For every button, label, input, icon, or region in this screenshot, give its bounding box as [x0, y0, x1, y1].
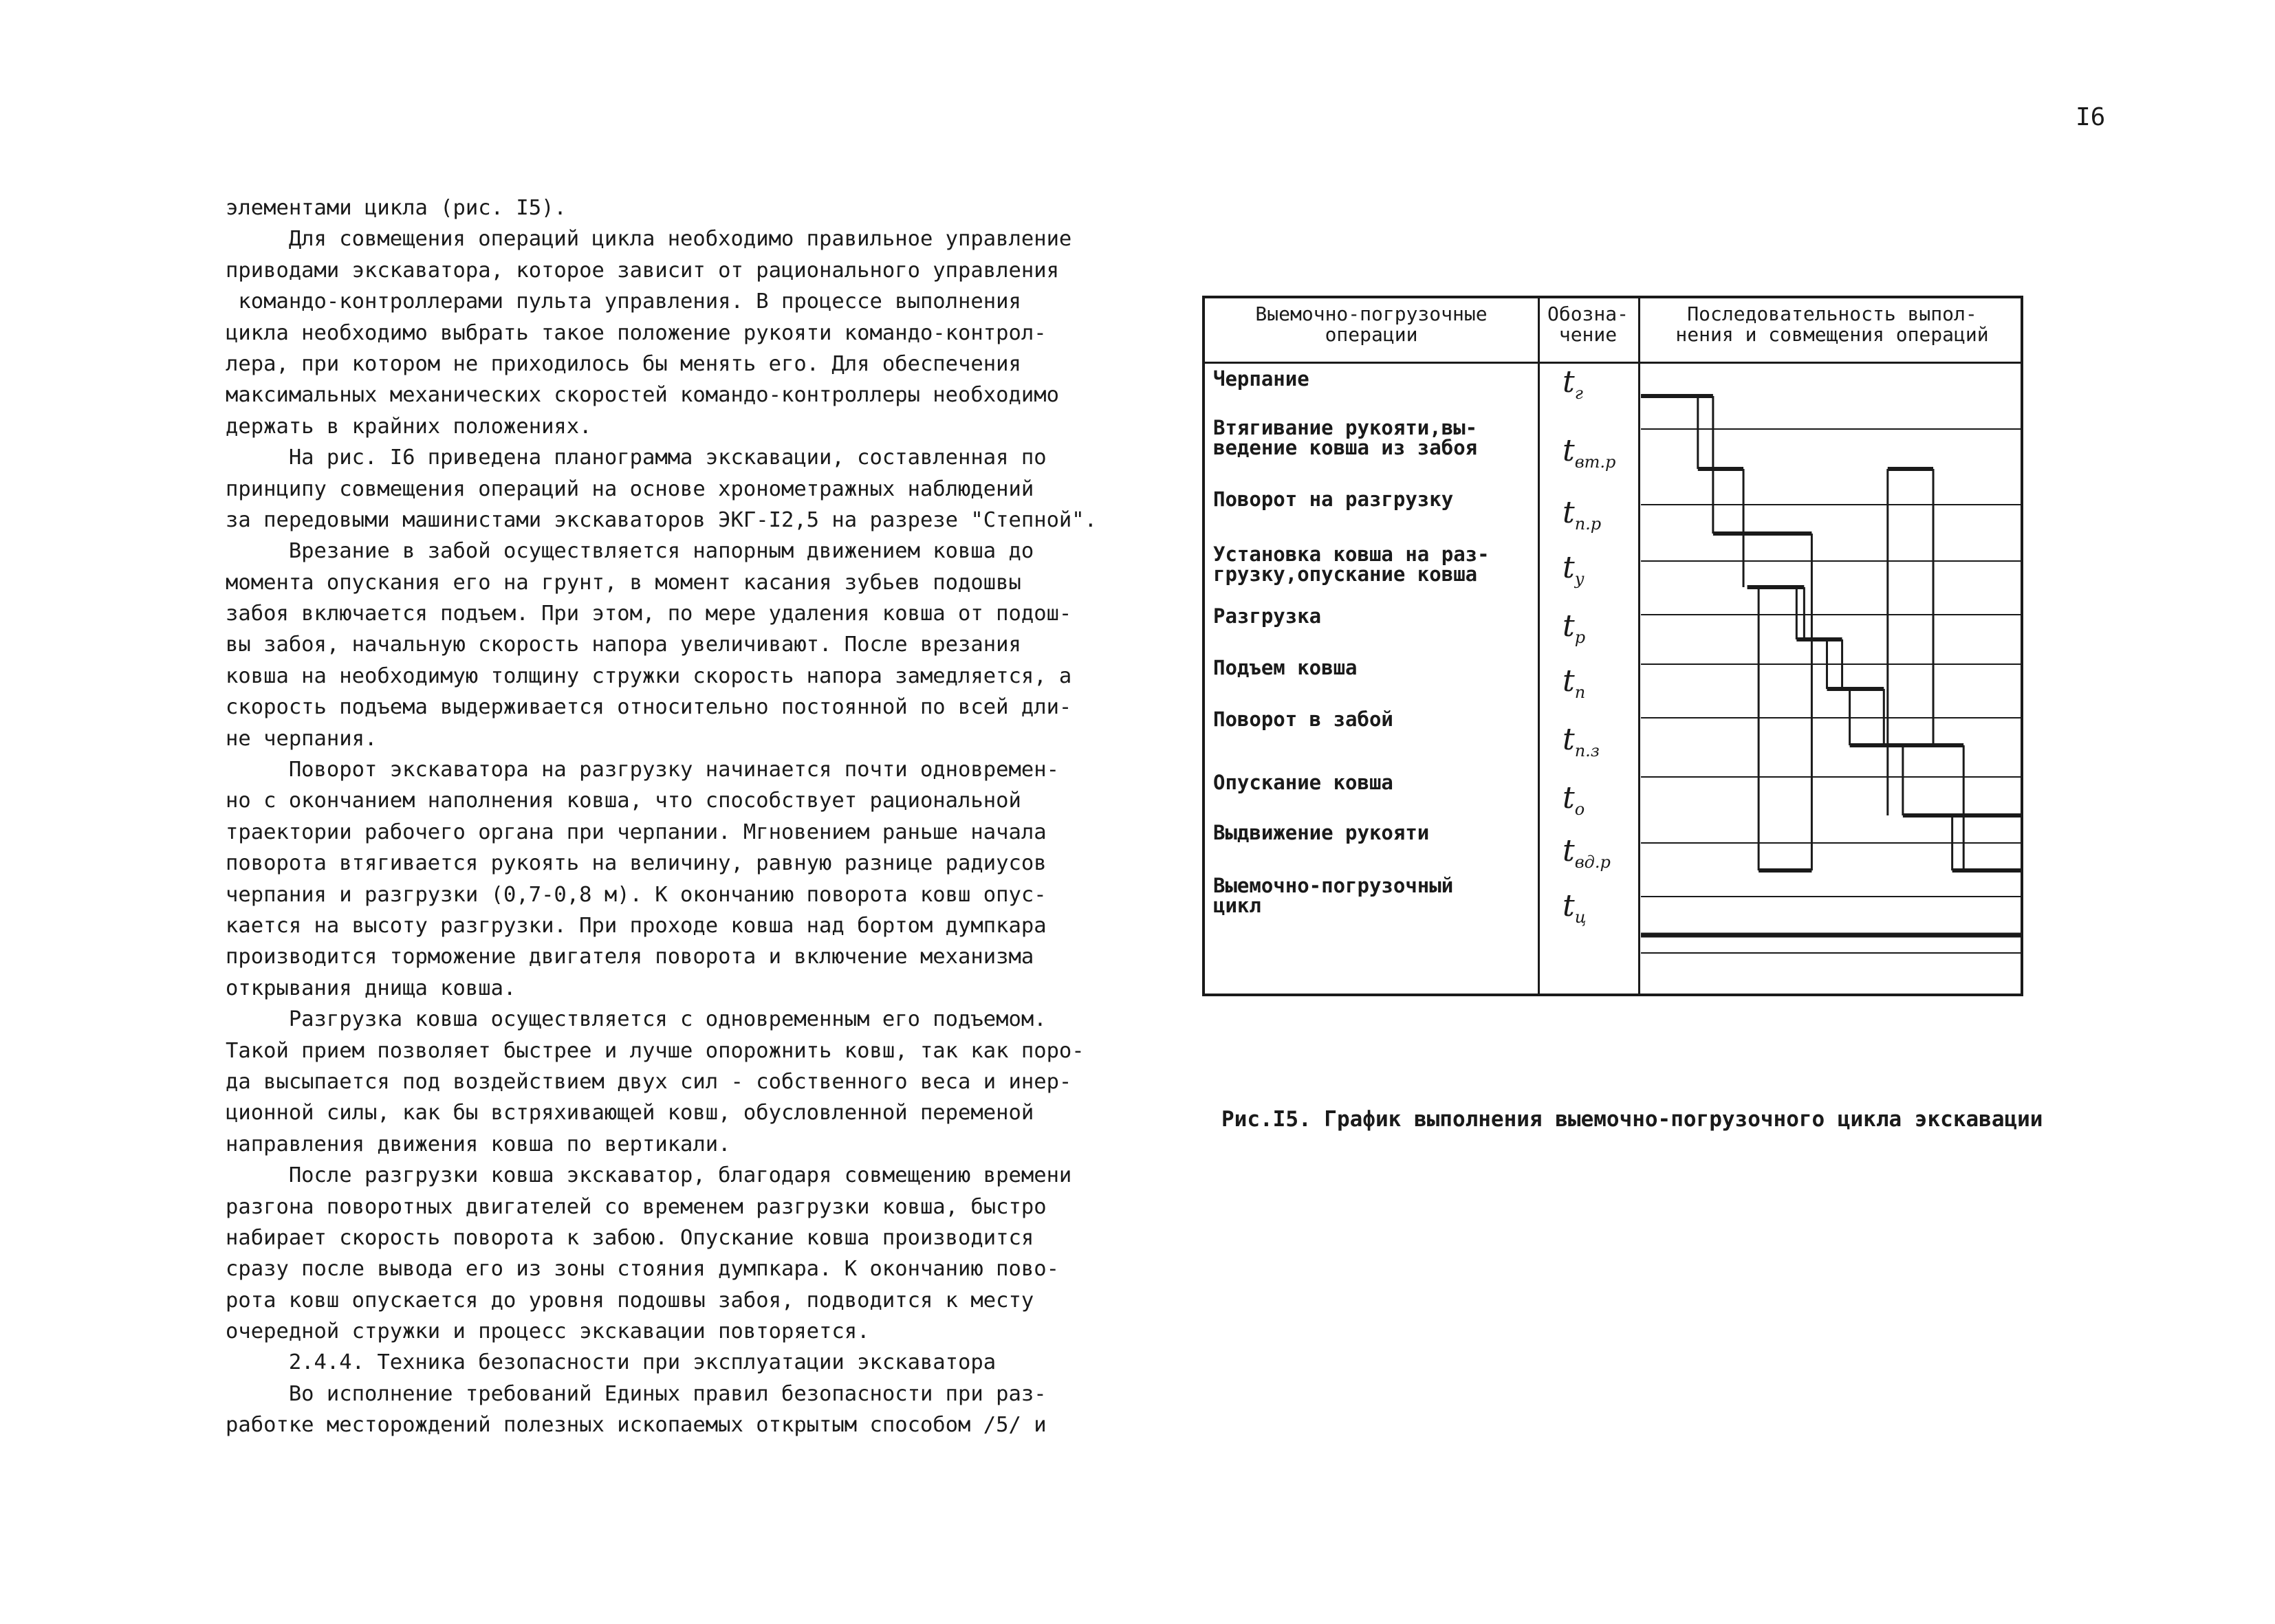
- text-line: На рис. I6 приведена планограмма экскавации, составленная по: [226, 446, 1047, 470]
- symbol-subscript: вд.р: [1574, 852, 1611, 872]
- text-line: очередной стружки и процесс экскавации повторяется.: [226, 1319, 870, 1344]
- operation-symbol: [1563, 833, 1611, 877]
- header-operations: Выемочно-погрузочные операции: [1255, 303, 1488, 346]
- symbol-subscript: ц: [1574, 907, 1587, 927]
- text-line: приводами экскаватора, которое зависит от рационального управления: [226, 258, 1059, 283]
- symbol-subscript: р: [1574, 627, 1586, 647]
- header-symbol: Обозна- чение: [1547, 303, 1629, 346]
- text-line: направления движения ковша по вертикали.: [226, 1132, 731, 1156]
- symbol-base: t: [1563, 888, 1575, 923]
- text-line: командо-контроллерами пульта управления. В процессе выполнения: [226, 289, 1021, 314]
- figure-caption: Рис.I5. График выполнения выемочно-погрузочного цикла экскавации: [1221, 1107, 2043, 1132]
- text-line: за передовыми машинистами экскаваторов ЭКГ-I2,5 на разрезе "Степной".: [226, 507, 1098, 532]
- text-line: элементами цикла (рис. I5).: [226, 196, 567, 220]
- operation-symbol: [1563, 780, 1585, 824]
- symbol-base: t: [1563, 550, 1575, 585]
- symbol-subscript: г: [1574, 383, 1583, 403]
- symbol-base: t: [1563, 722, 1575, 757]
- text-line: лера, при котором не приходилось бы менять его. Для обеспечения: [226, 351, 1021, 376]
- operation-name: Выемочно-погрузочный цикл: [1213, 874, 1454, 917]
- text-line: да высыпается под воздействием двух сил - собственного веса и инер-: [226, 1069, 1072, 1094]
- operation-symbol: [1563, 608, 1586, 652]
- page-number: I6: [2076, 103, 2106, 131]
- text-line: работке месторождений полезных ископаемых открытым способом /5/ и: [226, 1413, 1047, 1438]
- body-text: [226, 193, 1133, 1441]
- text-line: принципу совмещения операций на основе хронометражных наблюдений: [226, 476, 1034, 501]
- symbol-subscript: п.р: [1574, 514, 1602, 534]
- operation-symbol: [1563, 663, 1586, 707]
- text-line: поворота втягивается рукоять на величину, равную разнице радиусов: [226, 851, 1047, 876]
- operation-symbol: [1563, 364, 1583, 408]
- text-line: Поворот экскаватора на разгрузку начинается почти одновремен-: [226, 758, 1059, 782]
- operation-name: Разгрузка: [1213, 604, 1322, 628]
- text-line: сразу после вывода его из зоны стояния думпкара. К окончанию пово-: [226, 1257, 1059, 1282]
- operations-table: [1202, 296, 2023, 996]
- operation-symbol: [1563, 888, 1587, 932]
- symbol-base: t: [1563, 780, 1575, 815]
- text-line: разгона поворотных двигателей со временем разгрузки ковша, быстро: [226, 1194, 1047, 1219]
- operation-symbol: [1563, 722, 1600, 766]
- operation-name: Поворот на разгрузку: [1213, 487, 1454, 511]
- operation-symbol: [1563, 550, 1585, 594]
- text-line: Для совмещения операций цикла необходимо правильное управление: [226, 227, 1072, 252]
- text-line: рота ковш опускается до уровня подошвы забоя, подводится к месту: [226, 1288, 1034, 1313]
- symbol-subscript: о: [1574, 799, 1585, 819]
- text-line: вы забоя, начальную скорость напора увеличивают. После врезания: [226, 633, 1021, 657]
- text-line: забоя включается подъем. При этом, по мере удаления ковша от подош-: [226, 602, 1072, 626]
- symbol-subscript: п: [1574, 682, 1586, 702]
- symbol-subscript: у: [1574, 569, 1585, 589]
- symbol-base: t: [1563, 833, 1575, 868]
- operation-name: Подъем ковша: [1213, 656, 1358, 679]
- text-line: набирает скорость поворота к забою. Опускание ковша производится: [226, 1225, 1034, 1250]
- text-line: производится торможение двигателя поворота и включение механизма: [226, 945, 1034, 969]
- symbol-base: t: [1563, 364, 1575, 399]
- symbol-base: t: [1563, 608, 1575, 644]
- text-line: Во исполнение требований Единых правил безопасности при раз-: [226, 1381, 1047, 1406]
- symbol-base: t: [1563, 495, 1575, 530]
- text-line: но с окончанием наполнения ковша, что способствует рациональной: [226, 789, 1021, 813]
- text-line: 2.4.4. Техника безопасности при эксплуатации экскаватора: [226, 1350, 997, 1375]
- text-line: не черпания.: [226, 726, 378, 751]
- symbol-subscript: п.з: [1574, 740, 1600, 760]
- header-sequence: Последовательность выпол- нения и совмещения операций: [1675, 303, 1989, 346]
- text-line: После разгрузки ковша экскаватор, благодаря совмещению времени: [226, 1163, 1072, 1188]
- text-line: скорость подъема выдерживается относительно постоянной по всей дли-: [226, 695, 1072, 720]
- text-line: цикла необходимо выбрать такое положение рукояти командо-контрол-: [226, 320, 1047, 345]
- text-line: держать в крайних положениях.: [226, 414, 592, 439]
- operation-name: Опускание ковша: [1213, 771, 1393, 794]
- text-line: максимальных механических скоростей командо-контроллеры необходимо: [226, 383, 1059, 408]
- operation-name: Втягивание рукояти,вы- ведение ковша из забоя: [1213, 416, 1478, 459]
- text-line: Врезание в забой осуществляется напорным движением ковша до: [226, 539, 1034, 564]
- text-line: ковша на необходимую толщину стружки скорость напора замедляется, а: [226, 663, 1072, 688]
- text-line: траектории рабочего органа при черпании. Мгновением раньше начала: [226, 820, 1047, 844]
- text-line: черпания и разгрузки (0,7-0,8 м). К окончанию поворота ковш опус-: [226, 882, 1047, 907]
- text-line: Такой прием позволяет быстрее и лучше опорожнить ковш, так как поро-: [226, 1038, 1085, 1063]
- operation-symbol: [1563, 495, 1602, 539]
- symbol-base: t: [1563, 663, 1575, 699]
- operation-name: Установка ковша на раз- грузку,опускание ковша: [1213, 542, 1490, 586]
- text-line: Разгрузка ковша осуществляется с одновременным его подъемом.: [226, 1007, 1047, 1032]
- operation-name: Поворот в забой: [1213, 707, 1393, 731]
- symbol-base: t: [1563, 433, 1575, 468]
- operation-name: Черпание: [1213, 367, 1309, 391]
- text-line: ционной силы, как бы встряхивающей ковш, обусловленной переменой: [226, 1101, 1034, 1126]
- operation-name: Выдвижение рукояти: [1213, 821, 1430, 844]
- text-line: момента опускания его на грунт, в момент касания зубьев подошвы: [226, 570, 1021, 595]
- text-line: кается на высоту разгрузки. При проходе ковша над бортом думпкара: [226, 913, 1047, 938]
- symbol-subscript: вт.р: [1574, 452, 1616, 472]
- operation-symbol: [1563, 433, 1616, 477]
- text-line: открывания днища ковша.: [226, 976, 516, 1000]
